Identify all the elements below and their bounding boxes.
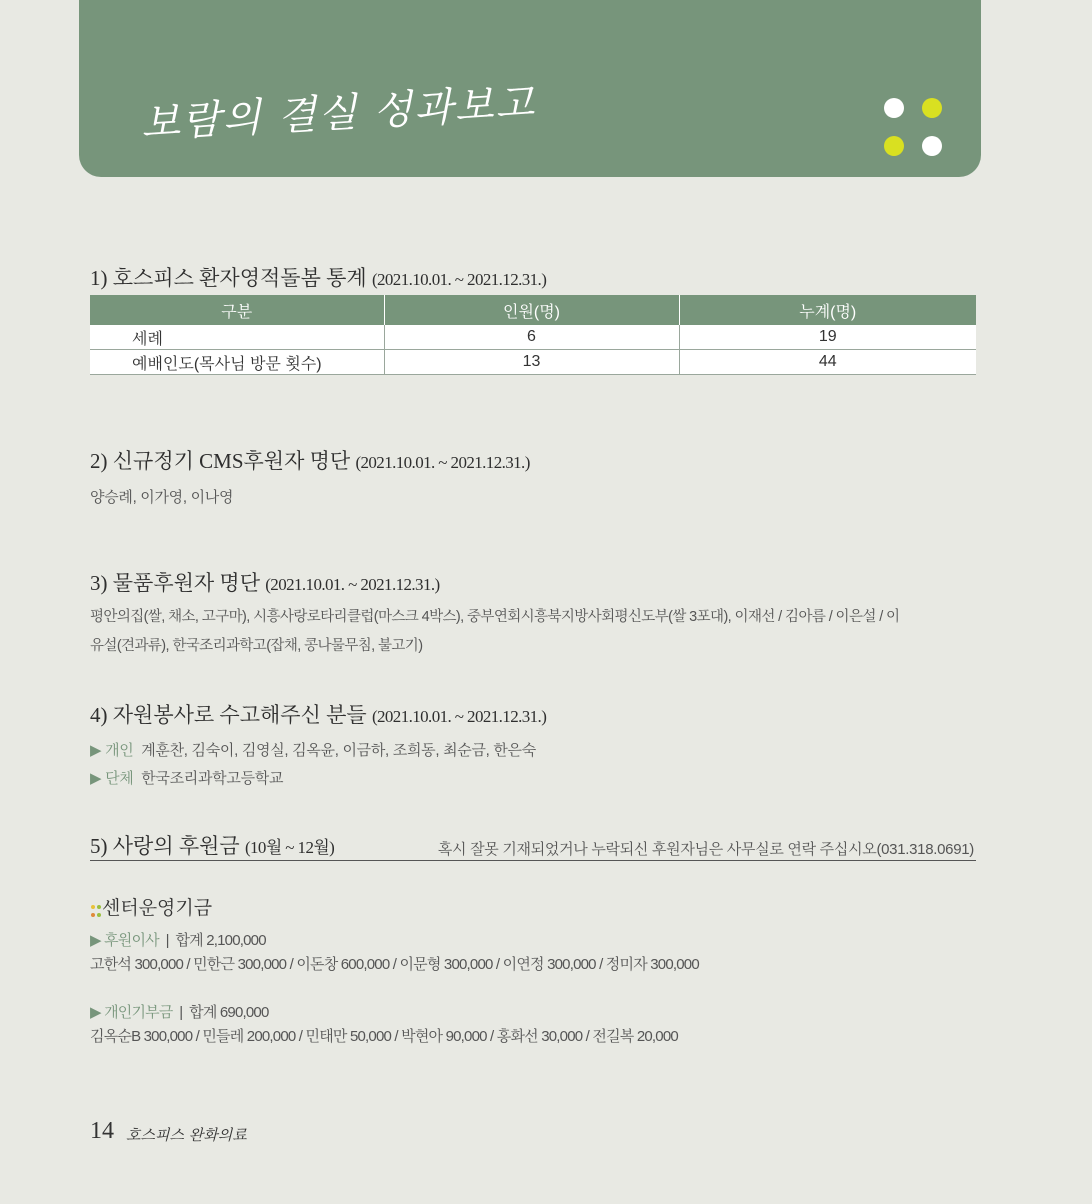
table-cell: 6 [384,325,679,350]
table-cell: 세례 [90,325,384,350]
volunteer-individual-row [90,739,536,760]
bullet-dot [91,905,95,909]
personal-donation-list: 김옥순B 300,000 / 민들레 200,000 / 민태만 50,000 / 박현아 90,000 / 홍화선 30,000 / 전길복 20,000 [90,1028,678,1045]
section-4-period: (2021.10.01. ~ 2021.12.31.) [371,707,547,726]
section-3-period: (2021.10.01. ~ 2021.12.31.) [265,575,440,594]
decor-dot [922,98,942,118]
page-number: 14 [90,1118,114,1144]
table-cell: 19 [679,325,976,350]
goods-donor-list: 평안의집(쌀, 채소, 고구마), 시흥사랑로타리클럽(마스크 4박스), 중부연회시흥북지방사회평신도부(쌀 3포대), 이재선 / 김아름 / 이은설 / 이 [90,609,900,625]
table-cell: 44 [679,350,976,375]
bullet-dot [97,905,101,909]
personal-total: 합계 690,000 [189,1004,269,1021]
section-4-heading: 4) 자원봉사로 수고해주신 분들 [90,703,367,727]
table-header-cell: 인원(명) [384,295,679,325]
individual-names: 계훈찬, 김숙이, 김영실, 김옥윤, 이금하, 조희동, 최순금, 한은숙 [141,742,536,759]
section-2-heading: 2) 신규정기 CMS후원자 명단 [90,449,351,473]
table-row [90,325,976,350]
table-row [90,350,976,375]
personal-label: ▶ 개인기부금 [90,1004,173,1021]
section-3-heading: 3) 물품후원자 명단 [90,571,260,595]
section-1-heading: 1) 호스피스 환자영적돌봄 통계 [90,266,367,290]
banner-title: 보람의 결실 성과보고 [139,80,538,147]
table-header-cell: 누계(명) [679,295,976,325]
bullet-dots-icon [90,901,102,917]
section-2-period: (2021.10.01. ~ 2021.12.31.) [355,453,530,472]
section-5-heading: 5) 사랑의 후원금 [90,834,240,858]
divider [90,860,976,861]
section-5-period: (10월 ~ 12월) [244,838,335,857]
spiritual-care-table [90,295,976,375]
fund-heading [90,893,212,920]
decor-dot [884,136,904,156]
individual-label: ▶ 개인 [90,742,134,759]
sponsor-board-list: 고한석 300,000 / 민한근 300,000 / 이돈창 600,000 / 이문형 300,000 / 이연정 300,000 / 정미자 300,000 [90,956,699,973]
group-label: ▶ 단체 [90,770,134,787]
table-header-row [90,295,976,325]
sponsor-board-row: ▶ 후원이사 | 합계 2,100,000 [90,932,266,949]
table-cell: 13 [384,350,679,375]
section-2-title [90,445,530,475]
bullet-dot [97,913,101,917]
section-1-title [90,262,546,292]
sponsor-label: ▶ 후원이사 [90,932,159,949]
section-3-title [90,567,440,597]
goods-donor-list: 유설(견과류), 한국조리과학고(잡채, 콩나물무침, 불고기) [90,638,423,654]
decor-dot [884,98,904,118]
section-1-period: (2021.10.01. ~ 2021.12.31.) [371,270,547,289]
header-banner [79,0,981,177]
sponsor-total: 합계 2,100,000 [175,932,266,949]
group-names: 한국조리과학고등학교 [141,770,284,787]
cms-donor-names: 양승례, 이가영, 이나영 [90,489,234,506]
fund-title: 센터운영기금 [102,898,213,919]
bullet-dot [91,913,95,917]
personal-donation-row: ▶ 개인기부금 | 합계 690,000 [90,1004,269,1021]
correction-notice: 혹시 잘못 기재되었거나 누락되신 후원자님은 사무실로 연락 주십시오(031.318.0691) [437,841,974,858]
table-cell: 예배인도(목사님 방문 횟수) [90,350,384,375]
volunteer-group-row [90,767,283,788]
section-4-title [90,699,546,729]
table-header-cell: 구분 [90,295,384,325]
decor-dot [922,136,942,156]
footer-brand: 호스피스 완화의료 [126,1126,247,1144]
section-5-title [90,830,334,860]
